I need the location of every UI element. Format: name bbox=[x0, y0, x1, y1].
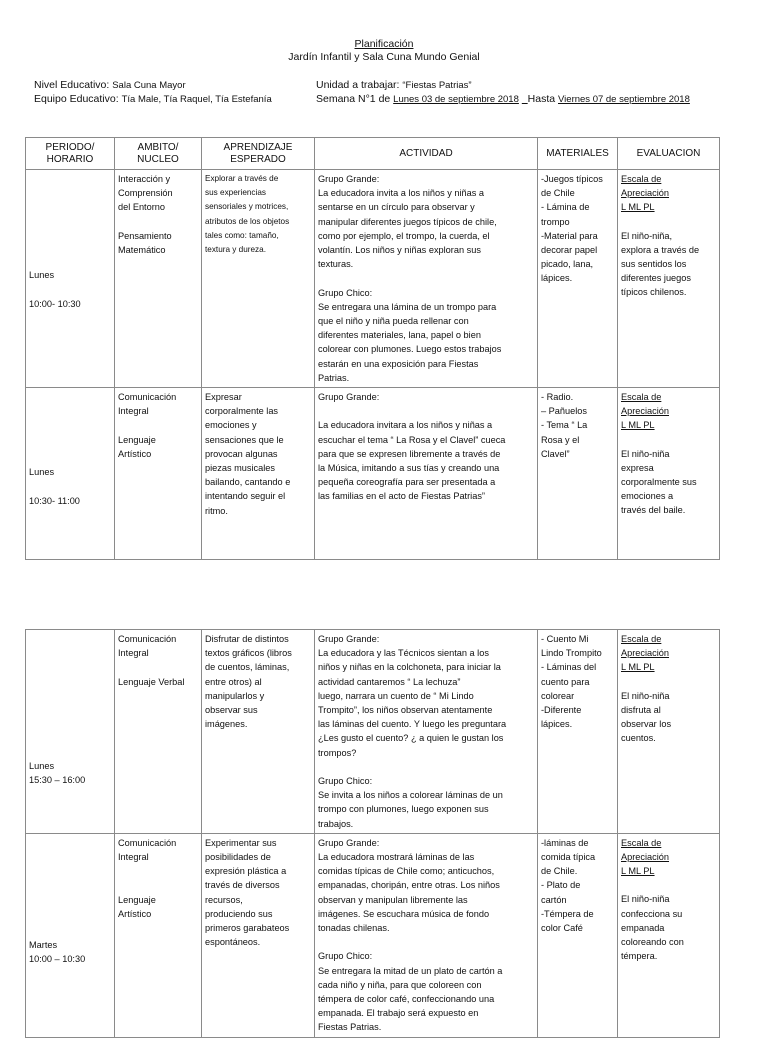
escala-apreciacion: Escala de Apreciación L ML PL bbox=[621, 634, 670, 673]
aprendizaje-cell: Experimentar sus posibilidades de expresión plástica a través de diversos recursos, produciendo sus primeros garabateos espontáneos. bbox=[202, 833, 315, 1037]
ambito-cell: Interacción y Comprensión del Entorno Pensamiento Matemático bbox=[115, 170, 202, 388]
materiales-cell: - Radio. – Pañuelos - Tema “ La Rosa y el Clavel” bbox=[538, 388, 618, 560]
periodo-cell: Lunes 10:30- 11:00 bbox=[26, 388, 115, 560]
actividad-cell: Grupo Grande: La educadora mostrará láminas de las comidas típicas de Chile como; anticuchos, empanadas, choripán, entre otras. Los niños observan y manipulan libremente las imágenes. Se escuchara música de fondo tonadas chilenas. Grupo Chico: Se entregara la mitad de un plato de cartón a cada niño y niña, para que coloreen con témpera de color café, confeccionando una empanada. El trabajo será expuesto en Fiestas Patrias. bbox=[315, 833, 538, 1037]
planning-table-2 bbox=[25, 629, 720, 1038]
unidad-label: Unidad a trabajar: bbox=[316, 79, 400, 91]
actividad-cell: Grupo Grande: La educadora y las Técnicos sientan a los niños y niñas en la colchoneta, para iniciar la actividad cantaremos “ La lechuza” luego, narrara un cuento de “ Mi Lindo Trompito”, los niños observan atentamente las láminas del cuento. Y luego les preguntara ¿Les gusto el cuento? ¿ a quien le gustan los trompos? Grupo Chico: Se invita a los niños a colorear láminas de un trompo con plumones, luego exponen sus trabajos. bbox=[315, 630, 538, 834]
col-actividad: ACTIVIDAD bbox=[315, 138, 538, 170]
periodo-cell: Martes 10:00 – 10:30 bbox=[26, 833, 115, 1037]
semana-line bbox=[316, 93, 690, 106]
evaluacion-cell bbox=[618, 833, 720, 1037]
table-row bbox=[26, 388, 720, 560]
periodo-cell: Lunes 15:30 – 16:00 bbox=[26, 630, 115, 834]
col-ambito: AMBITO/ NUCLEO bbox=[115, 138, 202, 170]
evaluacion-text: El niño-niña confecciona su empanada coloreando con témpera. bbox=[621, 894, 684, 962]
table-row bbox=[26, 630, 720, 834]
equipo-label: Equipo Educativo: bbox=[34, 93, 119, 105]
col-materiales: MATERIALES bbox=[538, 138, 618, 170]
escala-apreciacion: Escala de Apreciación L ML PL bbox=[621, 837, 670, 877]
escala-apreciacion: Escala de Apreciación L ML PL bbox=[621, 392, 670, 431]
periodo-cell: Lunes 10:00- 10:30 bbox=[26, 170, 115, 388]
table-header-row bbox=[26, 138, 720, 170]
nivel-label: Nivel Educativo: bbox=[34, 79, 110, 91]
page-title: Planificación bbox=[354, 38, 414, 50]
aprendizaje-cell: Explorar a través de sus experiencias sensoriales y motrices, atributos de los objetos tales como: tamaño, textura y dureza. bbox=[202, 170, 315, 388]
evaluacion-cell bbox=[618, 388, 720, 560]
semana-to: Viernes 07 de septiembre 2018 bbox=[558, 94, 690, 105]
unidad-line bbox=[316, 79, 472, 92]
table-row bbox=[26, 833, 720, 1037]
ambito-cell: Comunicación Integral Lenguaje Artístico bbox=[115, 388, 202, 560]
ambito-cell: Comunicación Integral Lenguaje Verbal bbox=[115, 630, 202, 834]
planning-table-1 bbox=[25, 137, 720, 560]
evaluacion-cell bbox=[618, 170, 720, 388]
col-aprendizaje: APRENDIZAJE ESPERADO bbox=[202, 138, 315, 170]
nivel-value: Sala Cuna Mayor bbox=[112, 80, 186, 91]
ambito-cell: Comunicación Integral Lenguaje Artístico bbox=[115, 833, 202, 1037]
equipo-line bbox=[34, 93, 272, 106]
actividad-cell: Grupo Grande: La educadora invita a los niños y niñas a sentarse en un círculo para observar y manipular diferentes juegos típicos de chile, como por ejemplo, el trompo, la cuerda, el volantín. Los niños y niñas exploran sus texturas. Grupo Chico: Se entregara una lámina de un trompo para que el niño y niña pueda rellenar con diferentes materiales, lana, papel o bien colorear con plumones. Luego estos trabajos estarán en una exposición para Fiestas Patrias. bbox=[315, 170, 538, 388]
col-evaluacion: EVALUACION bbox=[618, 138, 720, 170]
evaluacion-cell bbox=[618, 630, 720, 834]
semana-from: Lunes 03 de septiembre 2018 bbox=[393, 94, 519, 105]
evaluacion-text: El niño-niña disfruta al observar los cuentos. bbox=[621, 690, 672, 744]
aprendizaje-cell: Disfrutar de distintos textos gráficos (libros de cuentos, láminas, entre otros) al manipularlos y observar sus imágenes. bbox=[202, 630, 315, 834]
unidad-value: “Fiestas Patrias” bbox=[402, 80, 472, 91]
evaluacion-text: El niño-niña, explora a través de sus sentidos los diferentes juegos típicos chilenos. bbox=[621, 230, 700, 298]
page-subtitle: Jardín Infantil y Sala Cuna Mundo Genial bbox=[288, 51, 480, 63]
semana-label: Semana N°1 de bbox=[316, 93, 391, 105]
hasta-label: Hasta bbox=[527, 93, 556, 105]
table-row bbox=[26, 170, 720, 388]
actividad-cell: Grupo Grande: La educadora invitara a los niños y niñas a escuchar el tema “ La Rosa y el Clavel” cueca para que se expresen libremente a través de la Música, imitando a sus tías y creando una pequeña coreografía para ser presentada a las familias en el acto de Fiestas Patrias” bbox=[315, 388, 538, 560]
evaluacion-text: El niño-niña expresa corporalmente sus emociones a través del baile. bbox=[621, 448, 697, 516]
escala-apreciacion: Escala de Apreciación L ML PL bbox=[621, 174, 670, 213]
aprendizaje-cell: Expresar corporalmente las emociones y sensaciones que le provocan algunas piezas musicales bailando, cantando e intentando seguir el ritmo. bbox=[202, 388, 315, 560]
nivel-line bbox=[34, 79, 186, 92]
materiales-cell: -Juegos típicos de Chile - Lámina de trompo -Material para decorar papel picado, lana, lápices. bbox=[538, 170, 618, 388]
equipo-value: Tía Male, Tía Raquel, Tía Estefanía bbox=[121, 94, 272, 105]
materiales-cell: -láminas de comida típica de Chile. - Plato de cartón -Témpera de color Café bbox=[538, 833, 618, 1037]
col-periodo: PERIODO/ HORARIO bbox=[26, 138, 115, 170]
materiales-cell: - Cuento Mi Lindo Trompito - Láminas del cuento para colorear -Diferente lápices. bbox=[538, 630, 618, 834]
